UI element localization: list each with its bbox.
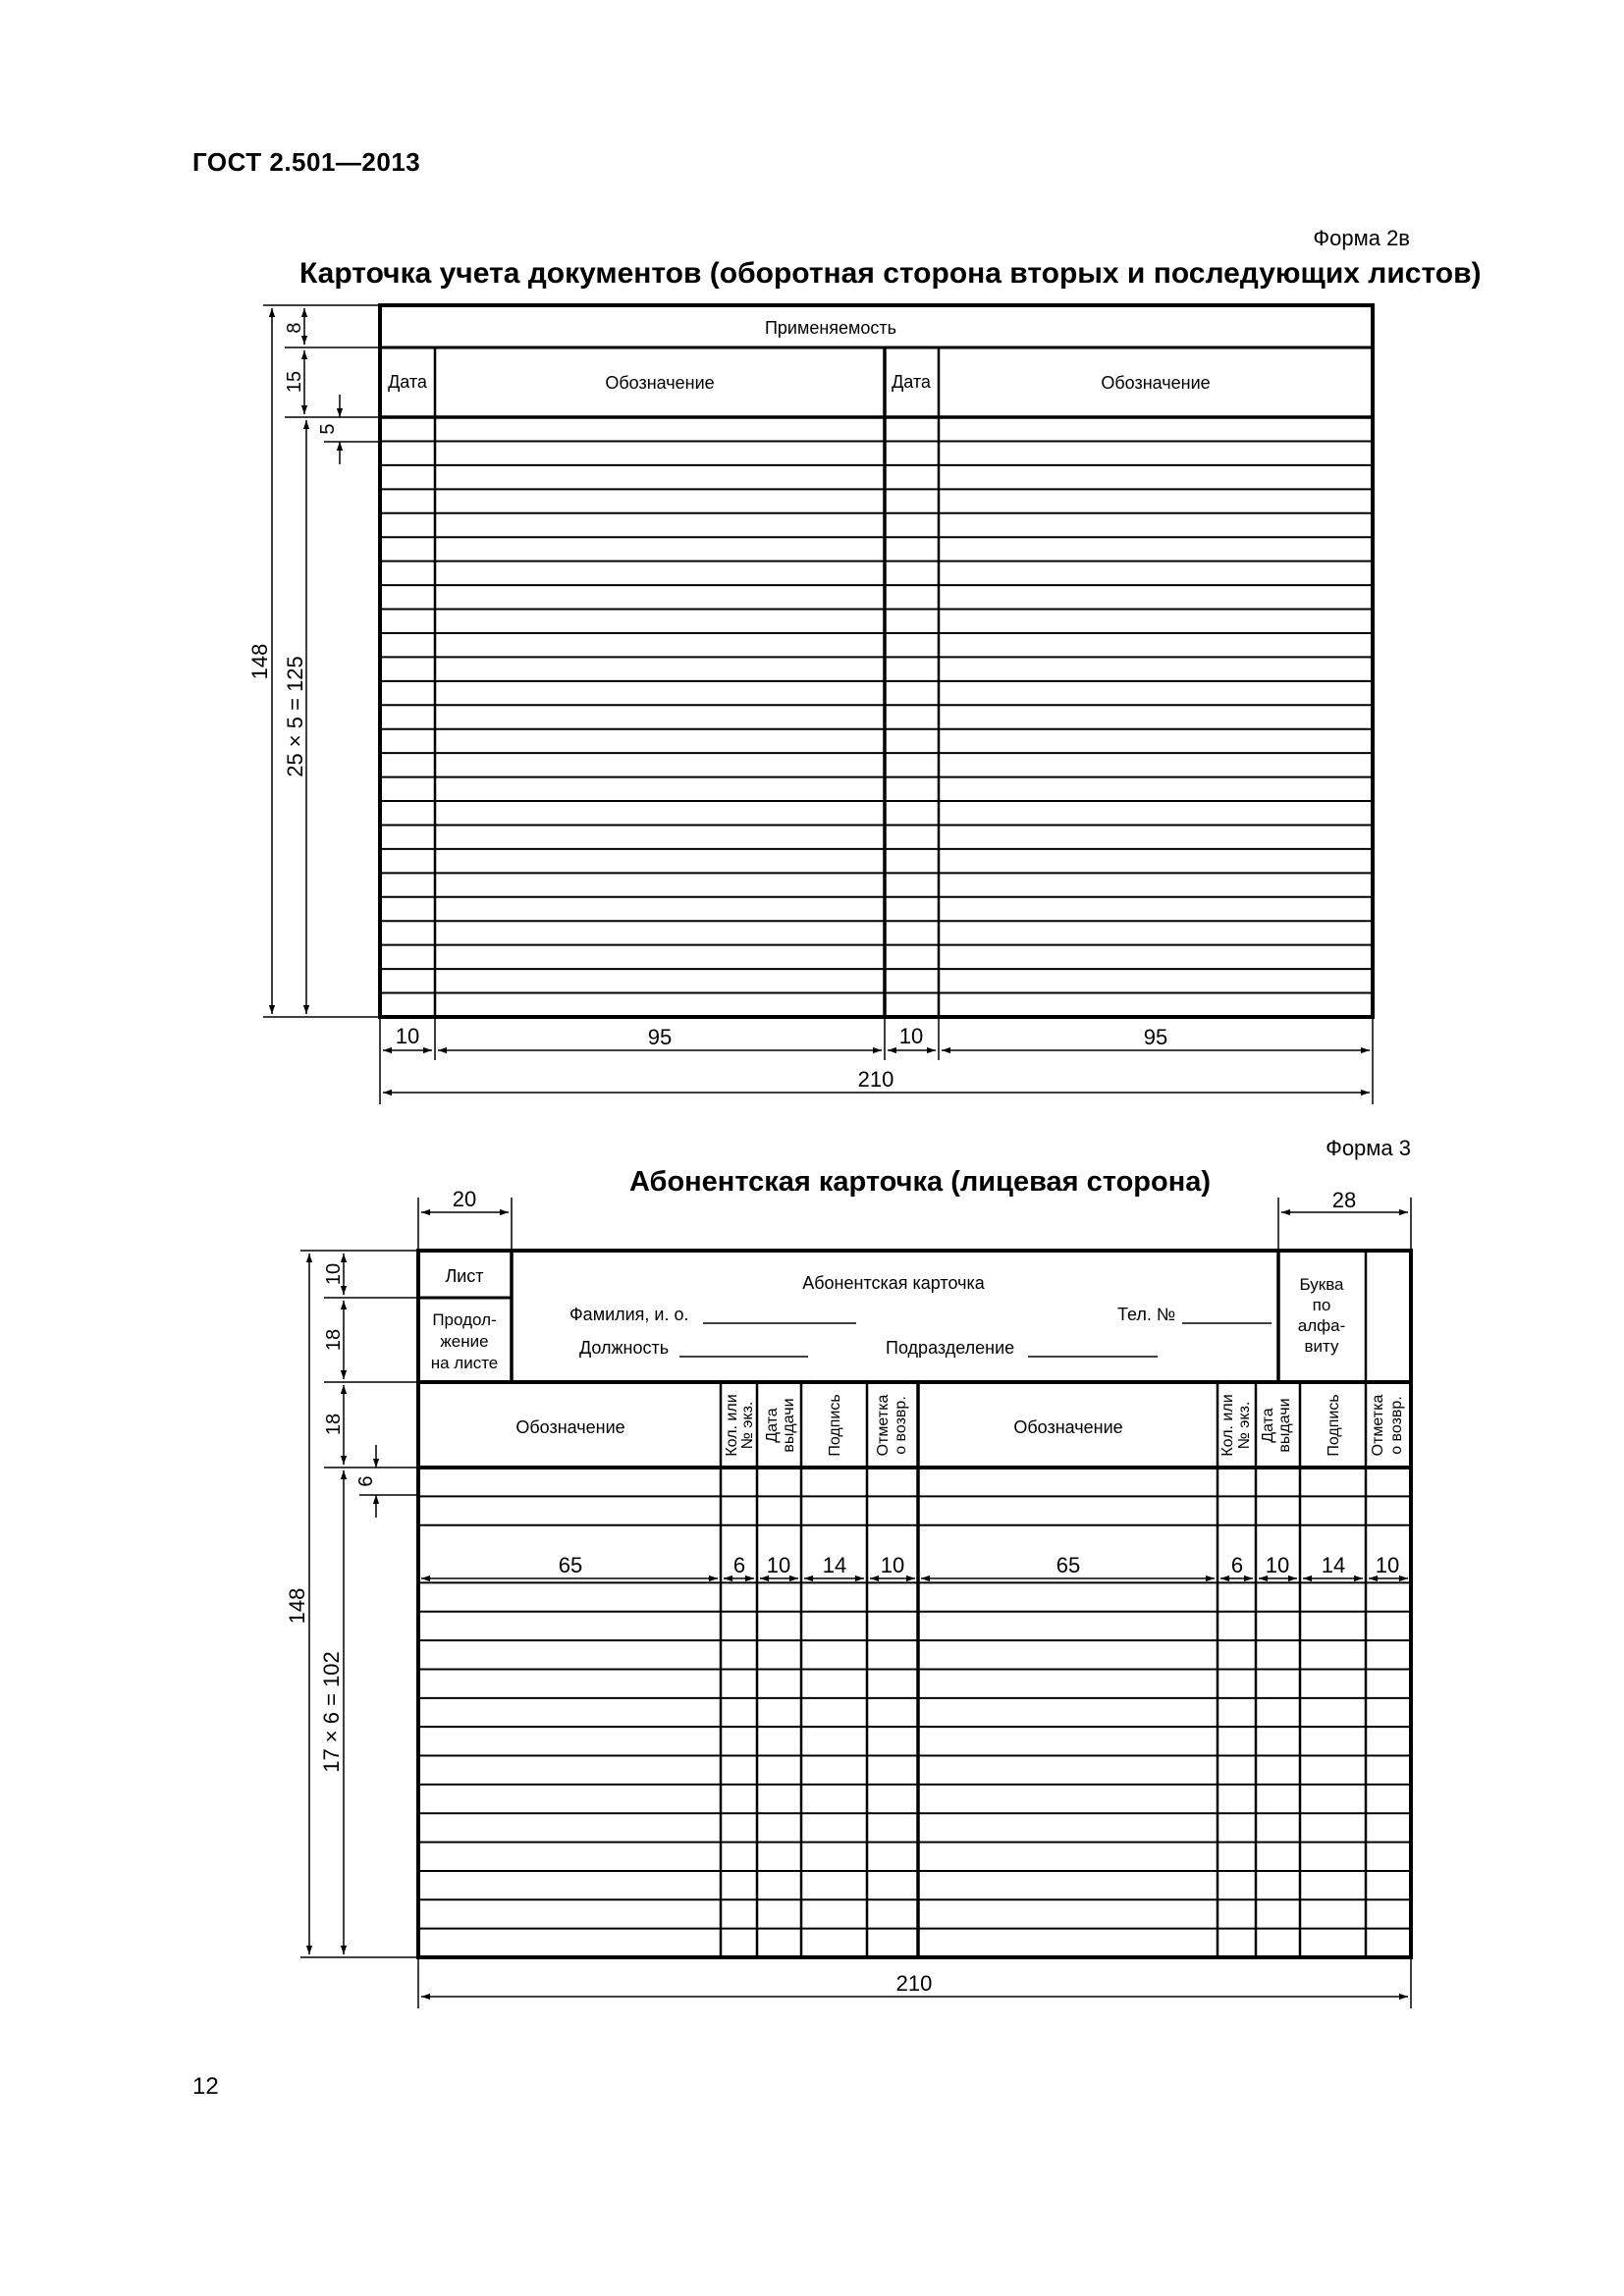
- form3-dim-w65a: 65: [558, 1553, 583, 1577]
- form3-letter-3: алфа-: [1297, 1316, 1346, 1335]
- form2-dim-w210: 210: [857, 1067, 894, 1092]
- form2-dim-w95b: 95: [1143, 1025, 1168, 1049]
- page-header: ГОСТ 2.501—2013: [192, 147, 421, 177]
- form3-dim-w10a: 10: [766, 1553, 791, 1577]
- form3-letter-4: виту: [1304, 1337, 1339, 1356]
- form3-col-return-1a: Отметка: [875, 1394, 892, 1457]
- form3-col-return-2a: Отметка: [1370, 1394, 1386, 1457]
- form3-col-signature-2: Подпись: [1326, 1394, 1342, 1457]
- form3-department-label: Подразделение: [886, 1338, 1015, 1358]
- form3-letter-2: по: [1312, 1296, 1331, 1314]
- form3-col-return-2b: о возвр.: [1388, 1396, 1405, 1455]
- form3-sheet-label: Лист: [445, 1266, 484, 1286]
- form3-table: [418, 1251, 1411, 1957]
- form3-dim-w20: 20: [452, 1187, 477, 1211]
- form3-col-signature-1: Подпись: [827, 1394, 843, 1457]
- form3-dim-w10b: 10: [880, 1553, 905, 1577]
- form2-dim-15: 15: [284, 370, 305, 394]
- form3-dim-w210: 210: [895, 1971, 933, 1996]
- form2-label: Форма 2в: [1313, 226, 1410, 250]
- form3-col-issue-2a: Дата: [1260, 1408, 1276, 1443]
- form3-col-designation-1: Обозначение: [515, 1417, 625, 1437]
- form3-col-return-1b: о возвр.: [893, 1396, 909, 1455]
- form3-col-issue-1b: выдачи: [781, 1398, 797, 1453]
- form3-continuation-1: Продол-: [432, 1310, 497, 1329]
- form3-col-copies-2b: № экз.: [1236, 1401, 1253, 1450]
- form2-dim-5: 5: [317, 423, 339, 435]
- form3-position-label: Должность: [579, 1338, 670, 1358]
- form2-table: [380, 305, 1373, 1017]
- form3-dim-rows: 17 × 6 = 102: [319, 1651, 344, 1773]
- form3-col-copies-1a: Кол. или: [724, 1394, 740, 1457]
- form2-body-rows: [380, 441, 1373, 992]
- form3-dim-w14b: 14: [1321, 1553, 1346, 1577]
- form3-dim-6: 6: [355, 1475, 377, 1487]
- form3-continuation-3: на листе: [430, 1354, 499, 1372]
- form2-dim-w10a: 10: [395, 1024, 420, 1048]
- form3-dim-w6a: 6: [732, 1553, 746, 1577]
- form3-name-label: Фамилия, и. о.: [569, 1305, 689, 1324]
- form2-dim-w95a: 95: [647, 1025, 673, 1049]
- form3-dim-w14a: 14: [822, 1553, 847, 1577]
- form3-label: Форма 3: [1326, 1136, 1411, 1160]
- form2-applicability-header: Применяемость: [764, 318, 897, 338]
- form2-col-date-2: Дата: [892, 372, 931, 392]
- form3-dim-w10d: 10: [1375, 1553, 1400, 1577]
- form2-col-designation-1: Обозначение: [605, 373, 715, 393]
- form2-outer-frame: [380, 305, 1373, 1017]
- form3-dim-148: 148: [285, 1587, 309, 1625]
- form3-dim-w28: 28: [1331, 1188, 1357, 1212]
- form2-col-date-1: Дата: [388, 372, 427, 392]
- form3-continuation-2: жение: [440, 1332, 489, 1351]
- form2-title: Карточка учета документов (оборотная сторона вторых и последующих листов): [299, 257, 1482, 290]
- form3-col-copies-1b: № экз.: [739, 1401, 756, 1450]
- form3-dim-w6b: 6: [1230, 1553, 1244, 1577]
- form2-dim-w10b: 10: [898, 1024, 924, 1048]
- form2-col-designation-2: Обозначение: [1101, 373, 1211, 393]
- page-number: 12: [192, 2073, 219, 2100]
- form2-dim-8: 8: [284, 322, 305, 334]
- form3-letter-1: Буква: [1299, 1275, 1344, 1294]
- form3-phone-label: Тел. №: [1117, 1305, 1176, 1324]
- form3-title: Абонентская карточка (лицевая сторона): [628, 1166, 1212, 1198]
- form3-col-copies-2a: Кол. или: [1219, 1394, 1236, 1457]
- form2-dim-rows: 25 × 5 = 125: [283, 656, 307, 777]
- form2-dimension-labels: [247, 322, 1167, 1092]
- form3-dim-10: 10: [323, 1262, 345, 1286]
- form2-dim-148: 148: [247, 643, 272, 680]
- form3-dim-w10c: 10: [1265, 1553, 1290, 1577]
- form3-dim-18a: 18: [323, 1328, 345, 1352]
- form3-dim-w65b: 65: [1056, 1553, 1081, 1577]
- form3-card-title: Абонентская карточка: [802, 1273, 985, 1293]
- form3-dimension-labels: [285, 1187, 1399, 1996]
- form3-col-issue-2b: выдачи: [1276, 1398, 1293, 1453]
- form3-dim-18b: 18: [323, 1413, 345, 1436]
- form3-col-designation-2: Обозначение: [1013, 1417, 1123, 1437]
- form3-col-issue-1a: Дата: [764, 1408, 781, 1443]
